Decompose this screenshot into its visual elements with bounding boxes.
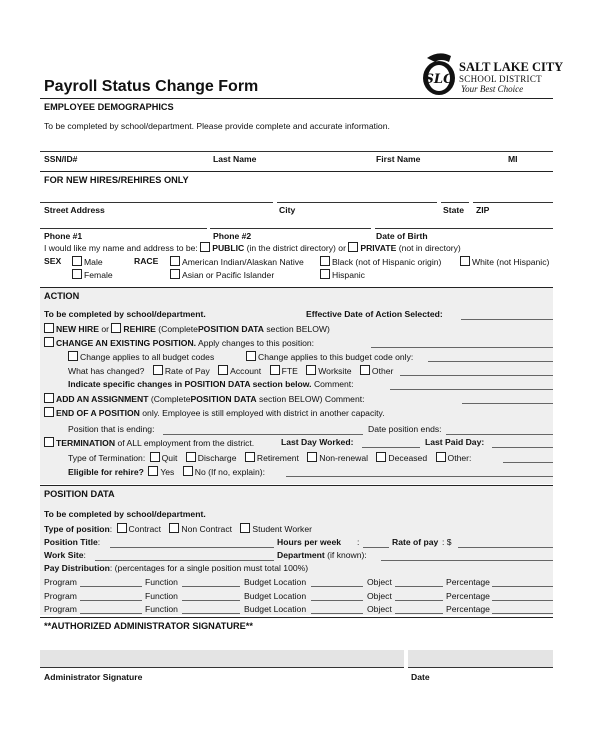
- rehire-yes-checkbox[interactable]: [148, 466, 158, 476]
- rehire-checkbox[interactable]: [111, 323, 121, 333]
- new-hires-heading: FOR NEW HIRES/REHIRES ONLY: [44, 175, 189, 185]
- public-label: PUBLIC: [212, 243, 245, 253]
- private-checkbox[interactable]: [348, 242, 358, 252]
- private-note: (not in directory): [398, 243, 461, 253]
- race-checkbox[interactable]: [460, 256, 470, 266]
- comment-label: Comment:: [313, 379, 354, 389]
- this-budget-option[interactable]: [246, 351, 413, 362]
- end-position-label: END OF A POSITION: [56, 408, 140, 418]
- end-position-row: [44, 407, 385, 418]
- race-checkbox[interactable]: [320, 256, 330, 266]
- program-label: Program: [44, 604, 77, 614]
- rehire-eligibility-row: [68, 466, 265, 477]
- position-title-row: Position Title:: [44, 537, 101, 547]
- percentage-label: Percentage: [446, 604, 490, 614]
- logo-line1: SALT LAKE CITY: [459, 60, 564, 74]
- end-position-checkbox[interactable]: [44, 407, 54, 417]
- other-checkbox[interactable]: [360, 365, 370, 375]
- function-label: Function: [145, 591, 178, 601]
- termination-row: [44, 437, 254, 448]
- discharge-checkbox[interactable]: [186, 452, 196, 462]
- change-option-label: FTE: [281, 366, 298, 376]
- function-label: Function: [145, 604, 178, 614]
- public-checkbox[interactable]: [200, 242, 210, 252]
- termination-type-label: Type of Termination:: [68, 453, 146, 463]
- ssn-label: SSN/ID#: [44, 154, 78, 164]
- last-paid-day-label: Last Paid Day:: [425, 437, 485, 447]
- change-option-label: Rate of Pay: [164, 366, 210, 376]
- race-option[interactable]: [320, 256, 441, 267]
- race-label: RACE: [134, 256, 159, 266]
- female-option[interactable]: [72, 269, 113, 280]
- change-existing-row: [44, 337, 314, 348]
- pay-distribution-label: Pay Distribution: [44, 563, 110, 573]
- change-existing-checkbox[interactable]: [44, 337, 54, 347]
- demographics-intro: To be completed by school/department. Please provide complete and accurate information.: [44, 121, 390, 131]
- action-heading: ACTION: [44, 291, 80, 301]
- contract-label: Contract: [128, 524, 161, 534]
- state-label: State: [443, 205, 465, 215]
- first-name-label: First Name: [376, 154, 421, 164]
- sex-label: SEX: [44, 256, 62, 266]
- department-label: Department: [277, 550, 325, 560]
- position-data-ref: POSITION DATA: [197, 324, 264, 334]
- end-position-note: only. Employee is still employed with district in another capacity.: [142, 408, 385, 418]
- race-option[interactable]: [170, 256, 304, 267]
- student-worker-label: Student Worker: [252, 524, 312, 534]
- female-checkbox[interactable]: [72, 269, 82, 279]
- all-budget-checkbox[interactable]: [68, 351, 78, 361]
- non-renewal-checkbox[interactable]: [307, 452, 317, 462]
- term-type-label: Quit: [161, 453, 178, 463]
- city-label: City: [279, 205, 296, 215]
- work-site-row: Work Site:: [44, 550, 86, 560]
- add-assignment-row: [44, 393, 365, 404]
- comment2-label: Comment:: [324, 394, 365, 404]
- fte-checkbox[interactable]: [270, 365, 280, 375]
- race-option-label: Asian or Pacific Islander: [182, 270, 275, 280]
- complete-note-post: section BELOW): [266, 324, 330, 334]
- dob-label: Date of Birth: [376, 231, 428, 241]
- signature-date-field[interactable]: [408, 650, 553, 667]
- termination-type-row: [68, 452, 471, 463]
- race-option-label: American Indian/Alaskan Native: [182, 257, 304, 267]
- indicate-row: [68, 379, 354, 389]
- indicate-text: Indicate specific changes in POSITION DATA section below.: [68, 379, 312, 389]
- hours-per-week-label: Hours per week: [277, 537, 341, 547]
- district-logo: [419, 50, 564, 98]
- complete-note-post: section BELOW): [258, 394, 323, 404]
- term-type-label: Discharge: [197, 453, 237, 463]
- male-checkbox[interactable]: [72, 256, 82, 266]
- release-row: [44, 242, 461, 253]
- object-label: Object: [367, 577, 392, 587]
- logo-tagline: Your Best Choice: [461, 84, 524, 94]
- rate-of-pay-checkbox[interactable]: [153, 365, 163, 375]
- position-completed-by: To be completed by school/department.: [44, 509, 206, 519]
- signature-date-label: Date: [411, 672, 430, 682]
- object-label: Object: [367, 591, 392, 601]
- this-budget-label: Change applies to this budget code only:: [258, 352, 414, 362]
- position-data-ref: POSITION DATA: [190, 394, 257, 404]
- position-type-label: Type of position: [44, 524, 110, 534]
- rehire-no-label: No: [194, 467, 206, 477]
- what-changed-row: [68, 365, 393, 376]
- race-option[interactable]: [460, 256, 549, 267]
- this-budget-checkbox[interactable]: [246, 351, 256, 361]
- rehire-yes-label: Yes: [160, 467, 175, 477]
- slc-emblem-icon: [419, 50, 459, 96]
- percentage-label: Percentage: [446, 577, 490, 587]
- phone2-label: Phone #2: [213, 231, 252, 241]
- street-label: Street Address: [44, 205, 105, 215]
- termination-note: of ALL employment from the district.: [117, 438, 255, 448]
- change-option-label: Account: [230, 366, 262, 376]
- complete-note-pre: (Complete: [158, 324, 198, 334]
- logo-mark-text: SLC: [424, 72, 454, 87]
- program-label: Program: [44, 577, 77, 587]
- contract-checkbox[interactable]: [117, 523, 127, 533]
- last-day-worked-label: Last Day Worked:: [281, 437, 354, 447]
- term-type-label: Non-renewal: [319, 453, 369, 463]
- what-changed-label: What has changed?: [68, 366, 145, 376]
- admin-signature-field[interactable]: [40, 650, 404, 667]
- zip-label: ZIP: [476, 205, 490, 215]
- page-title: Payroll Status Change Form: [44, 78, 259, 95]
- public-note: (in the district directory) or: [246, 243, 346, 253]
- new-hire-label: NEW HIRE: [56, 324, 99, 334]
- term-type-label: Other:: [447, 453, 472, 463]
- race-checkbox[interactable]: [320, 269, 330, 279]
- complete-note-pre: (Complete: [150, 394, 191, 404]
- no-explain-label: (If no, explain):: [208, 467, 265, 477]
- mi-label: MI: [508, 154, 518, 164]
- race-option[interactable]: [170, 269, 274, 280]
- logo-line2: SCHOOL DISTRICT: [459, 74, 542, 84]
- race-option-label: Black (not of Hispanic origin): [332, 257, 442, 267]
- new-hire-row: [44, 323, 330, 334]
- add-assignment-label: ADD AN ASSIGNMENT: [56, 394, 149, 404]
- program-label: Program: [44, 591, 77, 601]
- department-if-known: (if known):: [327, 550, 367, 560]
- term-type-label: Deceased: [388, 453, 428, 463]
- position-ends-label: Date position ends:: [368, 424, 442, 434]
- worksite-checkbox[interactable]: [306, 365, 316, 375]
- position-title-label: Position Title: [44, 537, 98, 547]
- race-option-label: Hispanic: [332, 270, 365, 280]
- rehire-no-checkbox[interactable]: [183, 466, 193, 476]
- male-label: Male: [84, 257, 103, 267]
- quit-checkbox[interactable]: [150, 452, 160, 462]
- work-site-label: Work Site: [44, 550, 84, 560]
- or-text: or: [101, 324, 110, 334]
- all-budget-label: Change applies to all budget codes: [80, 352, 215, 362]
- department-row: [277, 550, 367, 560]
- position-type-row: Type of position: Contract Non Contract Student Worker: [44, 524, 312, 534]
- retirement-checkbox[interactable]: [245, 452, 255, 462]
- termination-checkbox[interactable]: [44, 437, 54, 447]
- add-assignment-checkbox[interactable]: [44, 393, 54, 403]
- function-label: Function: [145, 577, 178, 587]
- rate-of-pay-label: Rate of pay: [392, 537, 439, 547]
- budget-location-label: Budget Location: [244, 591, 307, 601]
- private-label: PRIVATE: [360, 243, 397, 253]
- phone1-label: Phone #1: [44, 231, 83, 241]
- non-contract-checkbox[interactable]: [169, 523, 179, 533]
- effective-date-label: Effective Date of Action Selected:: [306, 309, 443, 319]
- deceased-checkbox[interactable]: [376, 452, 386, 462]
- position-data-heading: POSITION DATA: [44, 489, 115, 499]
- position-ending-label: Position that is ending:: [68, 424, 155, 434]
- pay-distribution-note: : (percentages for a single position must total 100%): [109, 563, 309, 573]
- race-option[interactable]: [320, 269, 365, 280]
- last-name-label: Last Name: [213, 154, 257, 164]
- apply-changes-text: Apply changes to this position:: [197, 338, 315, 348]
- male-option[interactable]: [72, 256, 103, 267]
- student-worker-checkbox[interactable]: [240, 523, 250, 533]
- budget-location-label: Budget Location: [244, 604, 307, 614]
- demographics-heading: EMPLOYEE DEMOGRAPHICS: [44, 102, 174, 112]
- change-option-label: Worksite: [318, 366, 352, 376]
- term-type-label: Retirement: [256, 453, 299, 463]
- action-completed-by: To be completed by school/department.: [44, 309, 206, 319]
- signature-heading: **AUTHORIZED ADMINISTRATOR SIGNATURE**: [44, 621, 253, 631]
- race-checkbox[interactable]: [170, 256, 180, 266]
- change-option-label: Other: [371, 366, 394, 376]
- race-checkbox[interactable]: [170, 269, 180, 279]
- race-option-label: White (not Hispanic): [472, 257, 550, 267]
- rehire-eligible-label: Eligible for rehire?: [68, 467, 144, 477]
- all-budget-option[interactable]: [68, 351, 214, 362]
- non-contract-label: Non Contract: [181, 524, 233, 534]
- female-label: Female: [84, 270, 113, 280]
- pay-distribution-row: [44, 563, 308, 573]
- termination-label: TERMINATION: [56, 438, 116, 448]
- account-checkbox[interactable]: [218, 365, 228, 375]
- other-term-checkbox[interactable]: [436, 452, 446, 462]
- change-existing-label: CHANGE AN EXISTING POSITION.: [56, 338, 197, 348]
- object-label: Object: [367, 604, 392, 614]
- admin-signature-label: Administrator Signature: [44, 672, 143, 682]
- budget-location-label: Budget Location: [244, 577, 307, 587]
- release-prefix: I would like my name and address to be:: [44, 243, 198, 253]
- new-hire-checkbox[interactable]: [44, 323, 54, 333]
- rehire-label: REHIRE: [123, 324, 156, 334]
- percentage-label: Percentage: [446, 591, 490, 601]
